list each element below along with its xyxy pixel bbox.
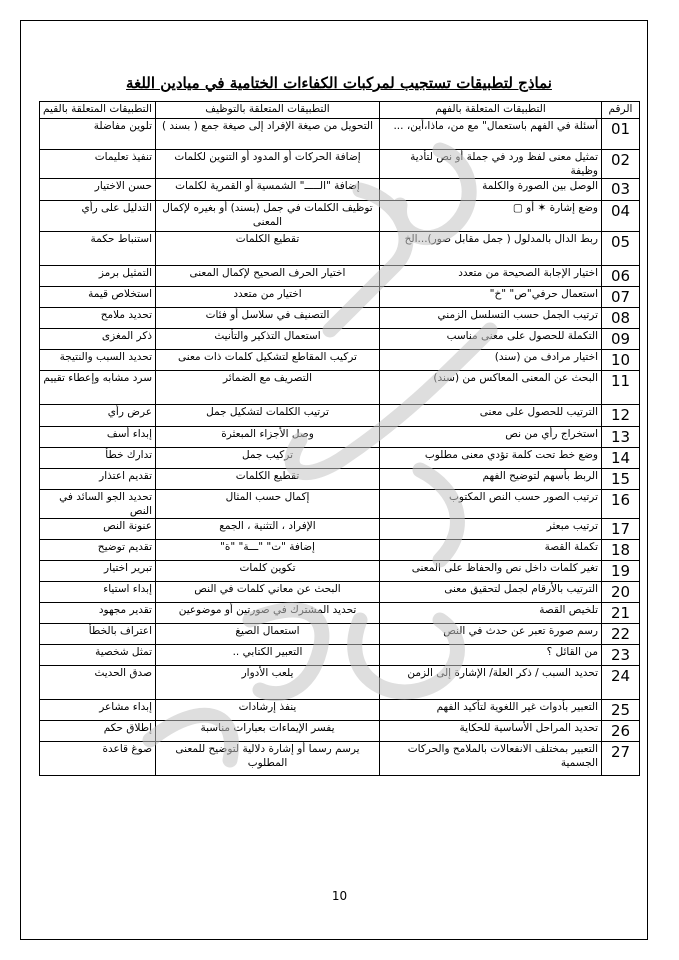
- values-cell: تبرير اختيار: [40, 561, 156, 582]
- row-number: 01: [602, 119, 640, 150]
- table-row: [40, 308, 640, 329]
- values-cell: صوغ قاعدة: [40, 742, 156, 776]
- table-row: [40, 700, 640, 721]
- table-row: [40, 490, 640, 519]
- row-number: 13: [602, 427, 640, 448]
- row-number: 14: [602, 448, 640, 469]
- employment-cell: ترتيب الكلمات لتشكيل جمل: [156, 405, 380, 427]
- table-row: [40, 150, 640, 179]
- employment-cell: البحث عن معاني كلمات في النص: [156, 582, 380, 603]
- table-row: [40, 561, 640, 582]
- comprehension-cell: تلخيص القصة: [380, 603, 602, 624]
- table-row: [40, 287, 640, 308]
- row-number: 08: [602, 308, 640, 329]
- applications-table: [39, 101, 640, 776]
- values-cell: تلوين مفاضلة: [40, 119, 156, 150]
- values-cell: تحديد ملامح: [40, 308, 156, 329]
- header-employment: التطبيقات المتعلقة بالتوظيف: [156, 102, 380, 119]
- comprehension-cell: اختيار مرادف من (سند): [380, 350, 602, 371]
- employment-cell: اختيار من متعدد: [156, 287, 380, 308]
- values-cell: اعتراف بالخطأ: [40, 624, 156, 645]
- page-title: نماذج لتطبيقات تستجيب لمركبات الكفاءات الختامية في ميادين اللغة: [126, 74, 552, 92]
- employment-cell: يرسم رسما أو إشارة دلالية لتوضيح للمعنى المطلوب: [156, 742, 380, 776]
- row-number: 06: [602, 266, 640, 287]
- values-cell: تحديد الجو السائد في النص: [40, 490, 156, 519]
- values-cell: عنونة النص: [40, 519, 156, 540]
- row-number: 25: [602, 700, 640, 721]
- values-cell: سرد مشابه وإعطاء تقييم: [40, 371, 156, 405]
- table-row: [40, 371, 640, 405]
- table-row: [40, 582, 640, 603]
- comprehension-cell: الترتيب للحصول على معنى: [380, 405, 602, 427]
- page-number: 10: [331, 889, 348, 903]
- table-row: [40, 119, 640, 150]
- employment-cell: إضافة "ت" "ـــة" "ة": [156, 540, 380, 561]
- comprehension-cell: التعبير بمختلف الانفعالات بالملامح والحركات الجسمية: [380, 742, 602, 776]
- comprehension-cell: الربط بأسهم لتوضيح الفهم: [380, 469, 602, 490]
- table-row: [40, 232, 640, 266]
- values-cell: استنباط حكمة: [40, 232, 156, 266]
- table-row: [40, 405, 640, 427]
- employment-cell: تكوين كلمات: [156, 561, 380, 582]
- employment-cell: إكمال حسب المثال: [156, 490, 380, 519]
- comprehension-cell: تكملة القصة: [380, 540, 602, 561]
- table-row: [40, 742, 640, 776]
- employment-cell: التصنيف في سلاسل أو فئات: [156, 308, 380, 329]
- comprehension-cell: الترتيب بالأرقام لجمل لتحقيق معنى: [380, 582, 602, 603]
- row-number: 23: [602, 645, 640, 666]
- table-row: [40, 329, 640, 350]
- comprehension-cell: استخراج رأي من نص: [380, 427, 602, 448]
- row-number: 10: [602, 350, 640, 371]
- row-number: 20: [602, 582, 640, 603]
- employment-cell: استعمال التذكير والتأنيث: [156, 329, 380, 350]
- employment-cell: يلعب الأدوار: [156, 666, 380, 700]
- table-row: [40, 201, 640, 232]
- comprehension-cell: وضع إشارة ✶ أو ▢: [380, 201, 602, 232]
- table-row: [40, 469, 640, 490]
- row-number: 27: [602, 742, 640, 776]
- values-cell: تقديم اعتذار: [40, 469, 156, 490]
- values-cell: تدارك خطأ: [40, 448, 156, 469]
- employment-cell: تركيب المقاطع لتشكيل كلمات ذات معنى: [156, 350, 380, 371]
- header-comprehension: التطبيقات المتعلقة بالفهم: [380, 102, 602, 119]
- comprehension-cell: من القائل ؟: [380, 645, 602, 666]
- employment-cell: إضافة "الـــــ" الشمسية أو القمرية لكلمات: [156, 179, 380, 201]
- values-cell: تقديم توضيح: [40, 540, 156, 561]
- comprehension-cell: التكملة للحصول على معنى مناسب: [380, 329, 602, 350]
- row-number: 03: [602, 179, 640, 201]
- employment-cell: يفسر الإيماءات بعبارات مناسبة: [156, 721, 380, 742]
- employment-cell: استعمال الصيغ: [156, 624, 380, 645]
- values-cell: استخلاص قيمة: [40, 287, 156, 308]
- comprehension-cell: الوصل بين الصورة والكلمة: [380, 179, 602, 201]
- row-number: 15: [602, 469, 640, 490]
- comprehension-cell: اختيار الإجابة الصحيحة من متعدد: [380, 266, 602, 287]
- employment-cell: الإفراد ، التثنية ، الجمع: [156, 519, 380, 540]
- employment-cell: اختيار الحرف الصحيح لإكمال المعنى: [156, 266, 380, 287]
- header-num: الرقم: [602, 102, 640, 119]
- row-number: 24: [602, 666, 640, 700]
- comprehension-cell: وضع خط تحت كلمة تؤدي معنى مطلوب: [380, 448, 602, 469]
- values-cell: صدق الحديث: [40, 666, 156, 700]
- table-row: [40, 448, 640, 469]
- comprehension-cell: ترتيب الصور حسب النص المكتوب: [380, 490, 602, 519]
- employment-cell: التعبير الكتابي ..: [156, 645, 380, 666]
- values-cell: التدليل على رأي: [40, 201, 156, 232]
- table-row: [40, 427, 640, 448]
- row-number: 09: [602, 329, 640, 350]
- values-cell: حسن الاختيار: [40, 179, 156, 201]
- values-cell: تنفيذ تعليمات: [40, 150, 156, 179]
- row-number: 11: [602, 371, 640, 405]
- comprehension-cell: تغير كلمات داخل نص والحفاظ على المعنى: [380, 561, 602, 582]
- values-cell: تحديد السبب والنتيجة: [40, 350, 156, 371]
- row-number: 02: [602, 150, 640, 179]
- employment-cell: تحديد المشترك في صورتين أو موضوعين: [156, 603, 380, 624]
- values-cell: التمثيل برمز: [40, 266, 156, 287]
- table-row: [40, 721, 640, 742]
- values-cell: إطلاق حكم: [40, 721, 156, 742]
- table-row: [40, 624, 640, 645]
- values-cell: عرض رأي: [40, 405, 156, 427]
- table-row: [40, 603, 640, 624]
- values-cell: تقدير مجهود: [40, 603, 156, 624]
- employment-cell: ينفذ إرشادات: [156, 700, 380, 721]
- comprehension-cell: ترتيب مبعثر: [380, 519, 602, 540]
- employment-cell: تقطيع الكلمات: [156, 232, 380, 266]
- table-row: [40, 519, 640, 540]
- employment-cell: إضافة الحركات أو المدود أو التنوين لكلمات: [156, 150, 380, 179]
- row-number: 22: [602, 624, 640, 645]
- comprehension-cell: ترتيب الجمل حسب التسلسل الزمني: [380, 308, 602, 329]
- row-number: 07: [602, 287, 640, 308]
- table-row: [40, 540, 640, 561]
- values-cell: إبداء استياء: [40, 582, 156, 603]
- table-row: [40, 350, 640, 371]
- row-number: 17: [602, 519, 640, 540]
- row-number: 05: [602, 232, 640, 266]
- table-row: [40, 179, 640, 201]
- comprehension-cell: استعمال حرفي"ص" "خ": [380, 287, 602, 308]
- comprehension-cell: تحديد المراحل الأساسية للحكاية: [380, 721, 602, 742]
- row-number: 12: [602, 405, 640, 427]
- employment-cell: التصريف مع الضمائر: [156, 371, 380, 405]
- table-row: [40, 666, 640, 700]
- employment-cell: توظيف الكلمات في جمل (بسند) أو بغيره لإكمال المعنى: [156, 201, 380, 232]
- comprehension-cell: تمثيل معنى لفظ ورد في جملة أو نص لتأدية وظيفة: [380, 150, 602, 179]
- table-row: [40, 645, 640, 666]
- row-number: 26: [602, 721, 640, 742]
- values-cell: إبداء مشاعر: [40, 700, 156, 721]
- row-number: 18: [602, 540, 640, 561]
- row-number: 19: [602, 561, 640, 582]
- comprehension-cell: أسئلة في الفهم باستعمال" مع من، ماذا،أين، ...: [380, 119, 602, 150]
- table-header-row: [40, 102, 640, 119]
- values-cell: إبداء أسف: [40, 427, 156, 448]
- values-cell: تمثل شخصية: [40, 645, 156, 666]
- employment-cell: التحويل من صيغة الإفراد إلى صيغة جمع ( بسند ): [156, 119, 380, 150]
- row-number: 21: [602, 603, 640, 624]
- comprehension-cell: التعبير بأدوات غير اللغوية لتأكيد الفهم: [380, 700, 602, 721]
- employment-cell: وصل الأجزاء المبعثرة: [156, 427, 380, 448]
- table-row: [40, 266, 640, 287]
- row-number: 16: [602, 490, 640, 519]
- comprehension-cell: تحديد السبب / ذكر العلة/ الإشارة إلى الزمن: [380, 666, 602, 700]
- header-values: التطبيقات المتعلقة بالقيم: [40, 102, 156, 119]
- values-cell: ذكر المغزى: [40, 329, 156, 350]
- comprehension-cell: البحث عن المعنى المعاكس من (سند): [380, 371, 602, 405]
- employment-cell: تقطيع الكلمات: [156, 469, 380, 490]
- employment-cell: تركيب جمل: [156, 448, 380, 469]
- comprehension-cell: رسم صورة تعبر عن حدث في النص: [380, 624, 602, 645]
- row-number: 04: [602, 201, 640, 232]
- comprehension-cell: ربط الدال بالمدلول ( جمل مقابل صور)...الخ: [380, 232, 602, 266]
